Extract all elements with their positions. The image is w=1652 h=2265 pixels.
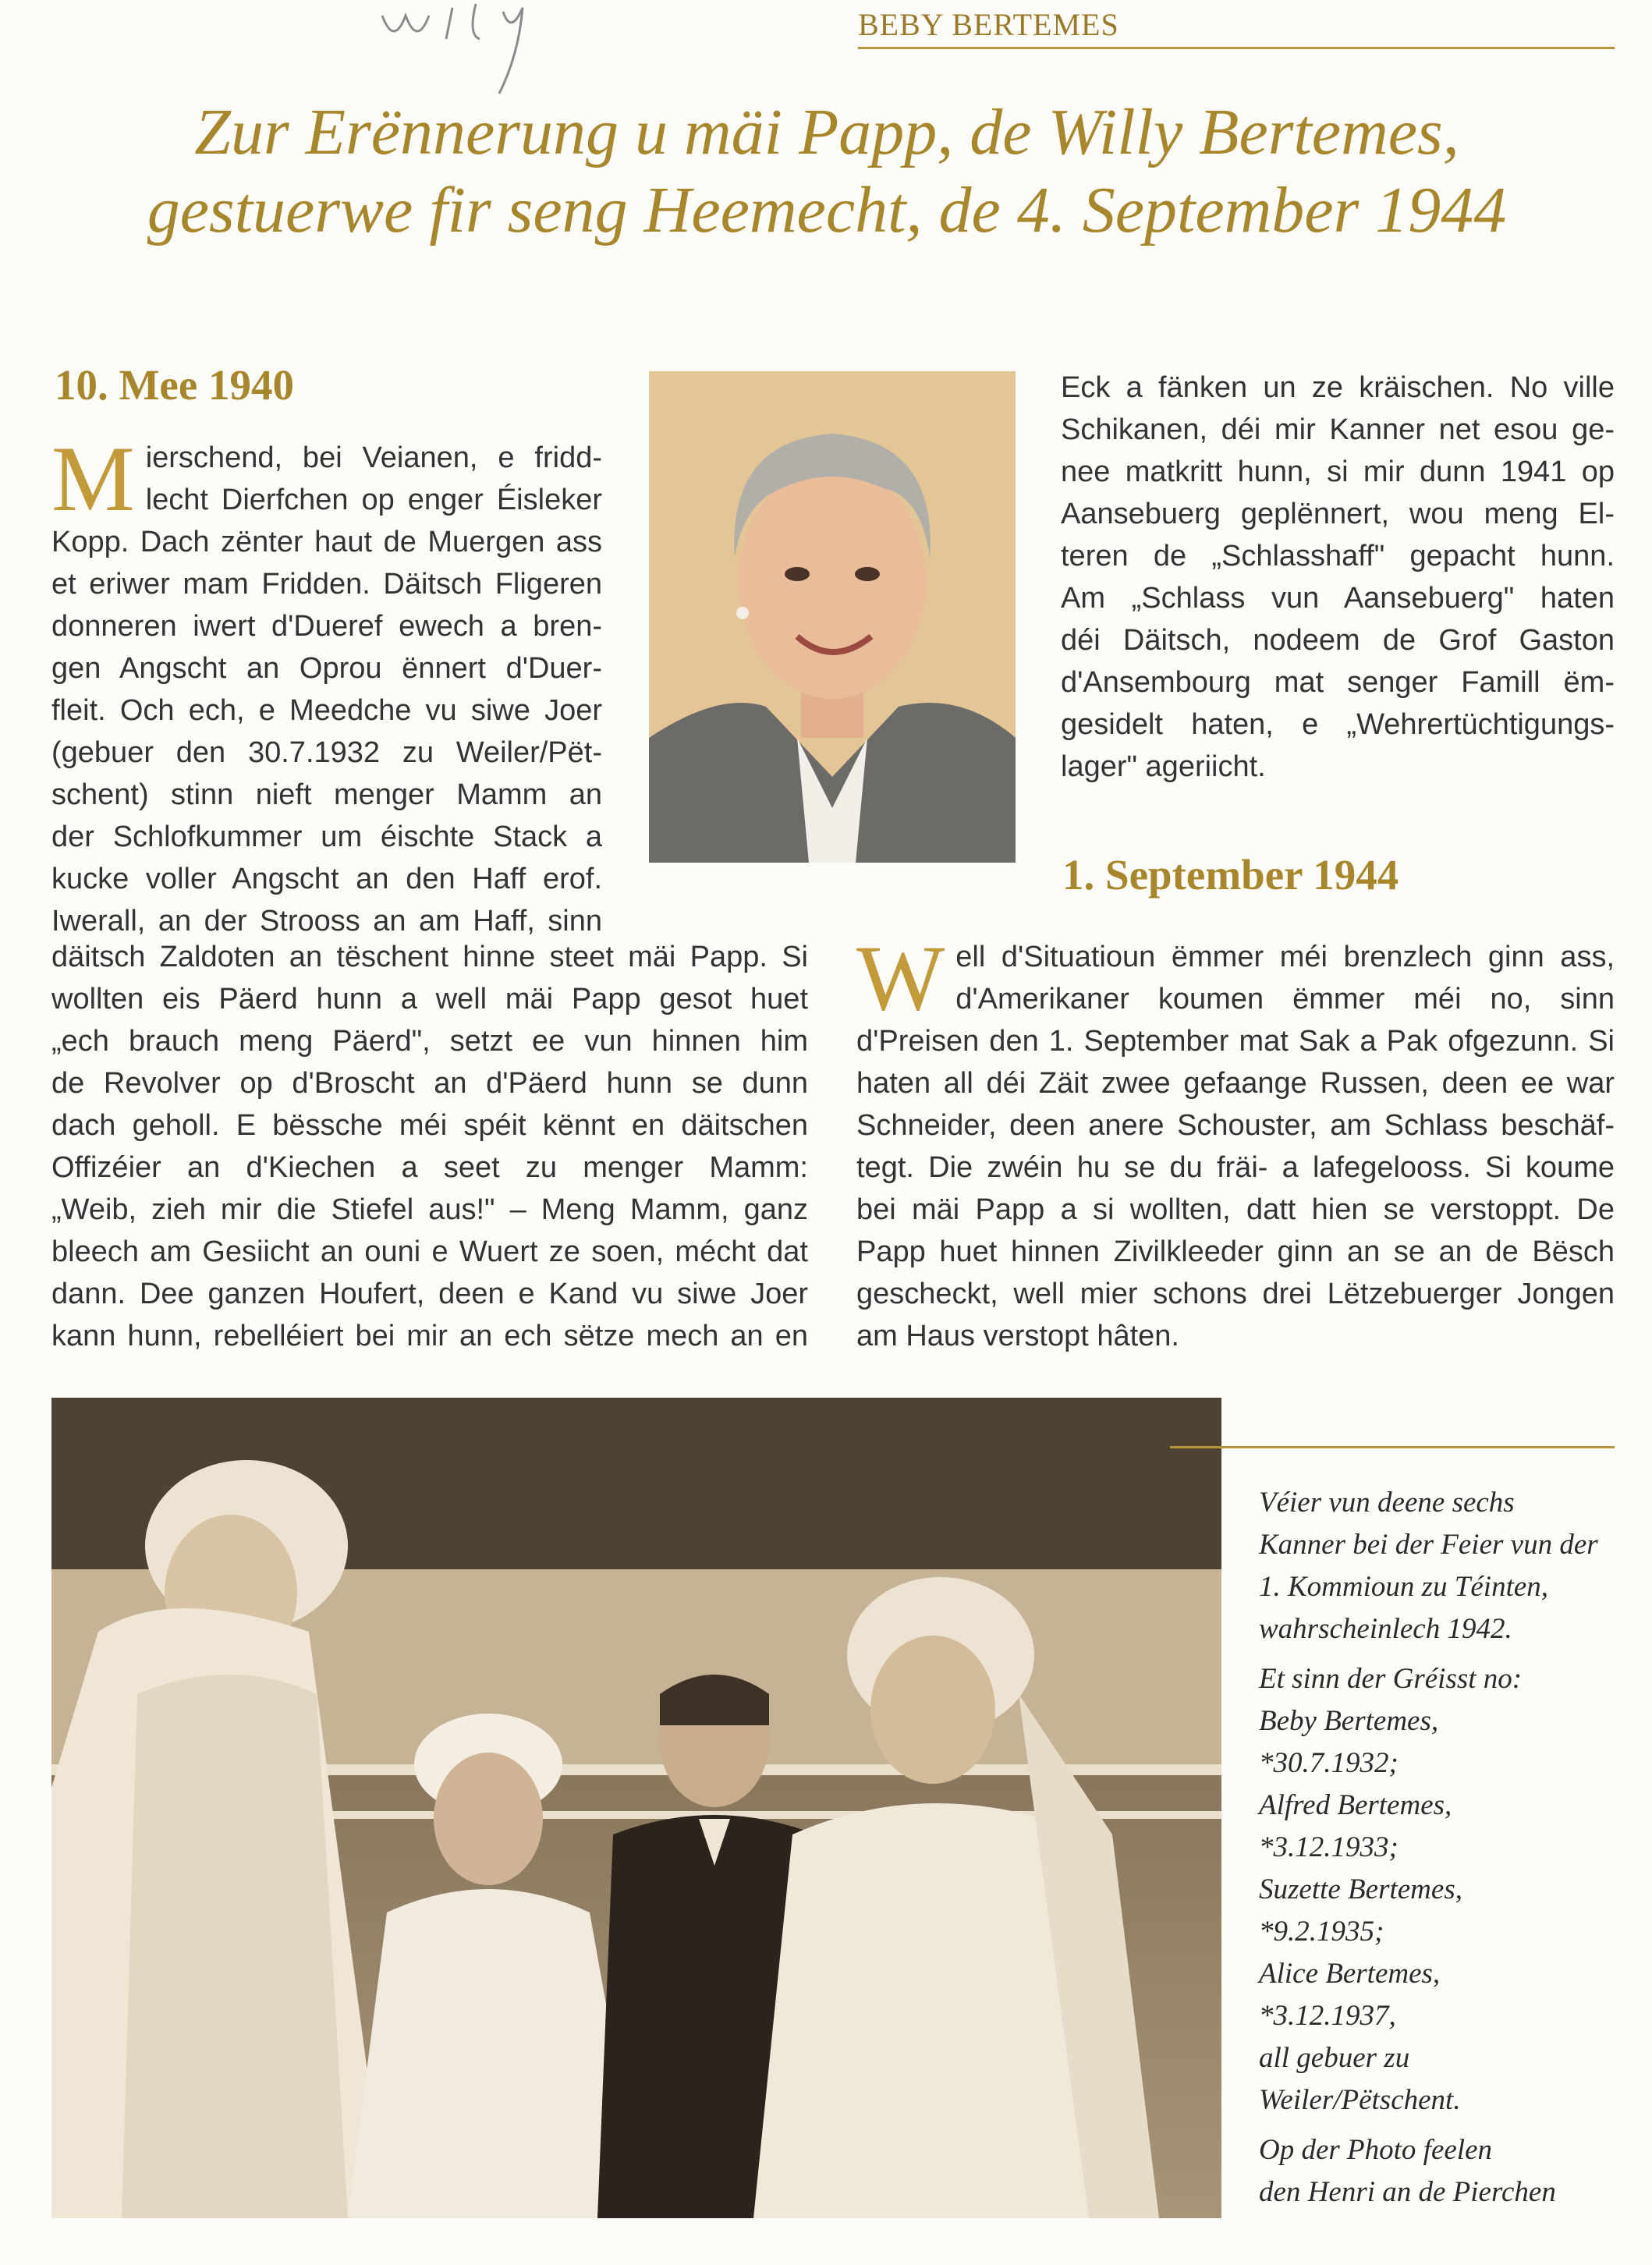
caption-line: den Henri an de Pierchen [1259,2176,1556,2208]
text-line: Papp huet hinnen Zivilkleeder ginn an se an de Bësch [856,1235,1615,1268]
text-line: haten all déi Zäit zwee gefaange Russen, deen ee war [856,1067,1615,1100]
text-line: Am „Schlass vun Aansebuerg" haten [1061,582,1615,615]
handwriting-scribble [367,0,694,101]
group-photo-illustration [51,1398,1221,2218]
text-line: gesidelt haten, e „Wehrertüchtigungs- [1061,708,1615,741]
text-line: d'Preisen den 1. September mat Sak a Pak ofgezunn. Si [856,1025,1615,1058]
text-line: kucke voller Angscht an den Haff erof. [51,863,602,895]
caption-line: *3.12.1937, [1259,2000,1396,2032]
caption-paragraph [1259,2129,1625,2214]
text-line: lecht Dierfchen op enger Éisleker [145,484,602,516]
caption-line: Suzette Bertemes, [1259,1873,1462,1905]
text-line: Offizéier an d'Kiechen a seet zu menger Mamm: [51,1151,808,1184]
section-heading-2: 1. September 1944 [1062,851,1399,899]
text-line: fleit. Och ech, e Meedche vu siwe Joer [51,694,602,727]
group-photo [51,1398,1221,2218]
caption-line: Véier vun deene sechs [1259,1487,1515,1519]
photo-caption [1259,1482,1625,2221]
text-line: däitsch Zaldoten an tëschent hinne steet mäi Papp. Si [51,941,808,973]
caption-line: Beby Bertemes, [1259,1705,1439,1737]
text-line: nee matkritt hunn, si mir dunn 1941 op [1061,455,1615,488]
dropcap-m: M [51,427,135,530]
text-line: ierschend, bei Veianen, e fridd- [145,441,602,474]
text-line: Iwerall, an der Strooss an am Haff, sinn [51,905,602,938]
caption-line: Et sinn der Gréisst no: [1259,1663,1523,1695]
text-line: donneren iwert d'Dueref ewech a bren- [51,610,602,643]
text-line: der Schlofkummer um éischte Stack a [51,821,602,853]
text-line: Kopp. Dach zënter haut de Muergen ass [51,526,602,558]
text-line: bei mäi Papp a si wollten, datt hien se verstoppt. De [856,1193,1615,1226]
caption-rule [1170,1446,1615,1448]
text-line: gen Angscht an Oprou ënnert d'Duer- [51,652,602,685]
text-line: ell d'Situatioun ëmmer méi brenzlech ginn ass, [955,941,1615,973]
text-line: wollten eis Päerd hunn a well mäi Papp gesot huet [51,983,808,1016]
text-line: Eck a fänken un ze kräischen. No ville [1061,371,1615,404]
text-line: schent) stinn nieft menger Mamm an [51,778,602,811]
title-line-2: gestuerwe fir seng Heemecht, de 4. September 1944 [147,174,1507,246]
text-line: am Haus verstopt hâten. [856,1320,1179,1352]
caption-line: Kanner bei der Feier vun der [1259,1529,1598,1561]
caption-line: all gebuer zu [1259,2042,1410,2074]
text-line: et eriwer mam Fridden. Däitsch Fligeren [51,568,602,601]
section1-continuation [51,936,808,1357]
text-line: dann. Dee ganzen Houfert, deen e Kand vu siwe Joer [51,1278,808,1310]
right-column [1061,367,1615,788]
caption-line: Alfred Bertemes, [1259,1789,1452,1821]
caption-line: *30.7.1932; [1259,1747,1399,1779]
portrait-illustration [649,371,1016,863]
text-line: d'Ansembourg mat senger Famill ëm- [1061,666,1615,699]
text-line: lager" ageriicht. [1061,750,1266,783]
page-title [94,94,1560,250]
text-line: dach geholl. E bëssche méi spéit kënnt en däitschen [51,1109,808,1142]
text-line: déi Däitsch, nodeem de Grof Gaston [1061,624,1615,657]
text-line: de Revolver op d'Broscht an d'Päerd hunn se dunn [51,1067,808,1100]
title-line-1: Zur Erënnerung u mäi Papp, de Willy Bertemes, [194,96,1459,168]
section-heading-1: 10. Mee 1940 [55,361,294,409]
text-line: d'Amerikaner koumen ëmmer méi no, sinn [955,983,1615,1016]
text-line: Schneider, deen anere Schouster, am Schlass beschäf- [856,1109,1615,1142]
text-line: tegt. Die zwéin hu se du fräi- a lafegelooss. Si koume [856,1151,1615,1184]
text-line: kann hunn, rebelléiert bei mir an ech sëtze mech an en [51,1320,808,1352]
caption-line: Op der Photo feelen [1259,2134,1492,2166]
caption-line: *3.12.1933; [1259,1831,1399,1863]
caption-line: *9.2.1935; [1259,1916,1384,1948]
text-line: Aansebuerg geplënnert, wou meng El- [1061,498,1615,530]
caption-line: Weiler/Pëtschent. [1259,2084,1461,2116]
section2-column [856,926,1615,1357]
text-line: „ech brauch meng Päerd", setzt ee vun hinnen him [51,1025,808,1058]
caption-line: Alice Bertemes, [1259,1958,1441,1990]
caption-paragraph [1259,1658,1625,2121]
text-line: gescheckt, well mier schons drei Lëtzebuerger Jongen [856,1278,1615,1310]
author-label: BEBY BERTEMES [858,6,1615,49]
text-line: Schikanen, déi mir Kanner net esou ge- [1061,413,1615,446]
caption-paragraph [1259,1482,1625,1650]
text-line: (gebuer den 30.7.1932 zu Weiler/Pët- [51,736,602,769]
text-line: teren de „Schlasshaff" gepacht hunn. [1061,540,1615,572]
caption-line: 1. Kommioun zu Téinten, [1259,1571,1549,1603]
text-line: bleech am Gesiicht an ouni e Wuert ze soen, mécht dat [51,1235,808,1268]
caption-line: wahrscheinlech 1942. [1259,1613,1512,1645]
section1-column [51,427,602,942]
dropcap-w: W [856,926,945,1030]
portrait-photo [649,371,1016,863]
text-line: „Weib, zieh mir die Stiefel aus!" – Meng Mamm, ganz [51,1193,808,1226]
